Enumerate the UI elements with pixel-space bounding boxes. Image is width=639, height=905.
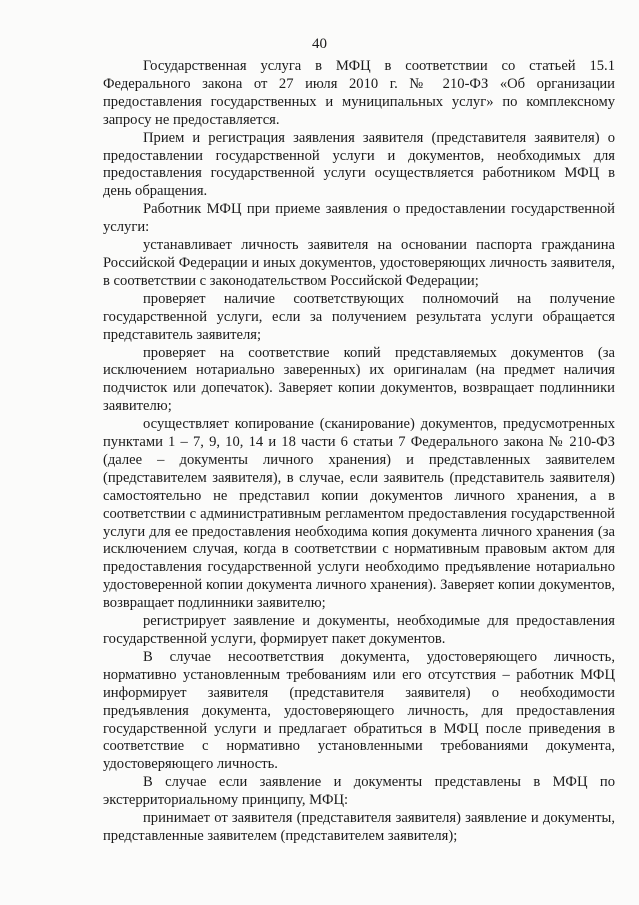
- paragraph-identity-check: устанавливает личность заявителя на основании паспорта гражданина Российской Федерации и иных документов, удостоверяющих личность заявителя, в соответствии с законодательством Российской Федерации;: [103, 237, 615, 289]
- paragraph-identity-mismatch: В случае несоответствия документа, удостоверяющего личность, нормативно установленным требованиям или его отсутствия – работник МФЦ информирует заявителя (представителя заявителя) о необходимости предъявления документа, удостоверяющего личность, для предоставления государственной услуги и предлагает обратиться в МФЦ после приведения в соответствие с нормативно установленными требованиями документа, удостоверяющего личность.: [103, 648, 615, 773]
- paragraph-accepts-documents: принимает от заявителя (представителя заявителя) заявление и документы, представленные заявителем (представителем заявителя);: [103, 810, 615, 844]
- paragraph-complex-request: Государственная услуга в МФЦ в соответствии со статьей 15.1 Федерального закона от 27 июля 2010 г. № 210-ФЗ «Об организации предоставления государственных и муниципальных услуг» по комплексному запросу не предоставляется.: [103, 58, 615, 128]
- paragraph-authority-check: проверяет наличие соответствующих полномочий на получение государственной услуги, если за получением результата услуги обращается представитель заявителя;: [103, 290, 615, 343]
- paragraph-copies-check: проверяет на соответствие копий представляемых документов (за исключением нотариально заверенных) их оригиналам (на предмет наличия подчисток или допечаток). Заверяет копии документов, возвращает подлинники заявителю;: [103, 344, 615, 415]
- page-number: 40: [312, 36, 327, 52]
- document-body: [103, 58, 615, 846]
- paragraph-mfc-worker-duties: Работник МФЦ при приеме заявления о предоставлении государственной услуги:: [103, 201, 615, 236]
- paragraph-registration: регистрирует заявление и документы, необходимые для предоставления государственной услуги, формирует пакет документов.: [103, 613, 615, 647]
- paragraph-extraterritorial: В случае если заявление и документы представлены в МФЦ по экстерриториальному принципу, МФЦ:: [103, 774, 615, 809]
- paragraph-reception-registration: Прием и регистрация заявления заявителя (представителя заявителя) о предоставлении государственной услуги и документов, необходимых для предоставления государственной услуги осуществляется работником МФЦ в день обращения.: [103, 129, 615, 200]
- paragraph-scanning: осуществляет копирование (сканирование) документов, предусмотренных пунктами 1 – 7, 9, 10, 14 и 18 части 6 статьи 7 Федерального закона № 210-ФЗ (далее – документы личного хранения) и представленных заявителем (представителем заявителя), в случае, если заявитель (представитель заявителя) самостоятельно не представил копии документов личного хранения, а в соответствии с административным регламентом предоставления государственной услуги для ее предоставления необходима копия документа личного хранения (за исключением случая, когда в соответствии с нормативным правовым актом для предоставления государственной услуги необходимо предъявление нотариально удостоверенной копии документа личного хранения). Заверяет копии документов, возвращает подлинники заявителю;: [103, 416, 615, 612]
